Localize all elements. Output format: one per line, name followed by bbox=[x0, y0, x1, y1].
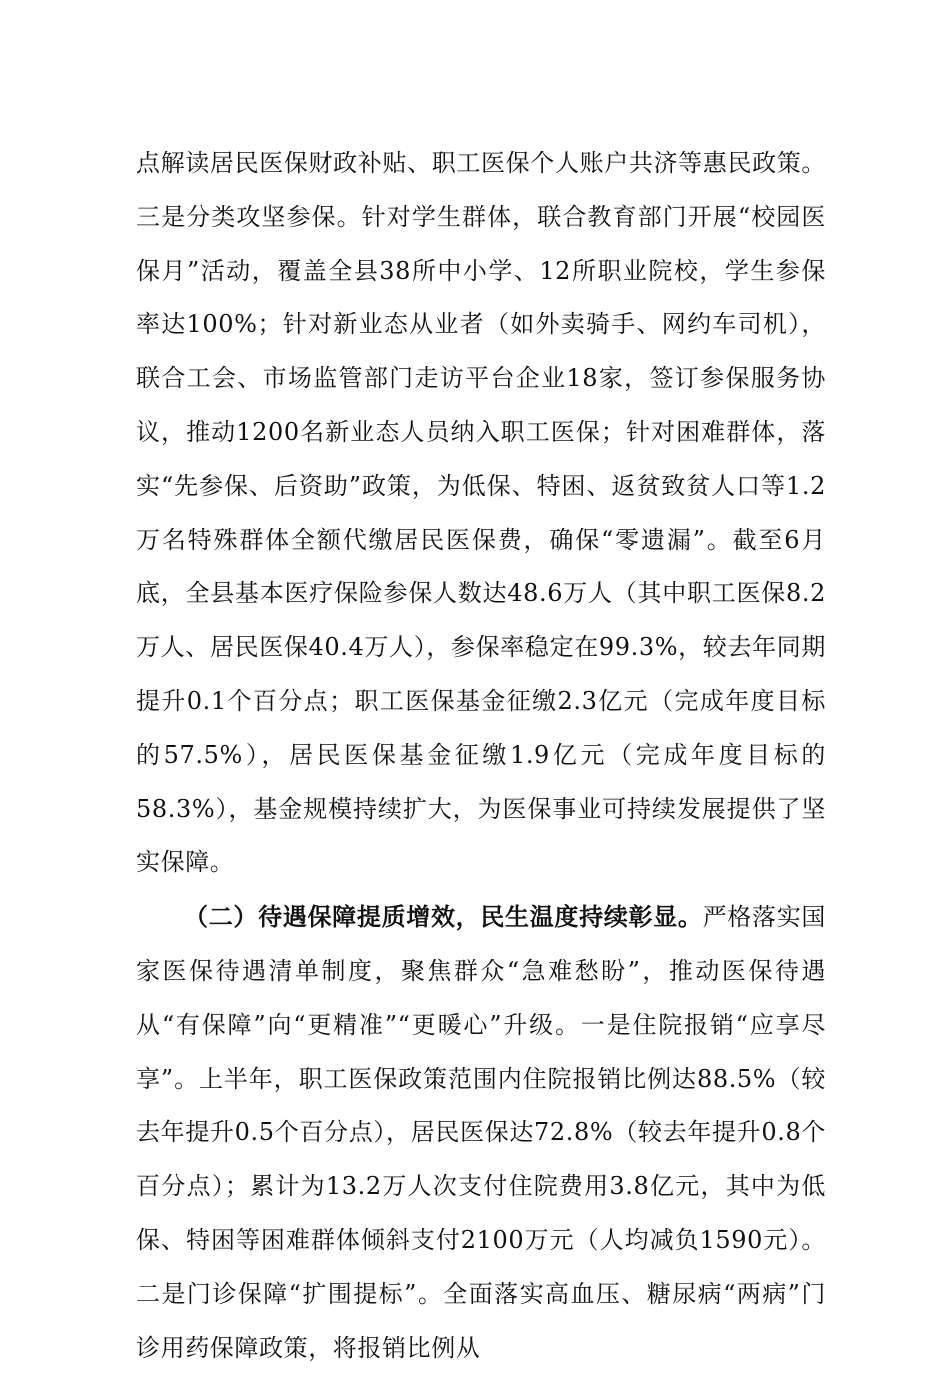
section-heading: （二）待遇保障提质增效，民生温度持续彰显。 bbox=[184, 902, 703, 932]
paragraph-text: 点解读居民医保财政补贴、职工医保个人账户共济等惠民政策。三是分类攻坚参保。针对学生群体，联合教育部门开展“校园医保月”活动，覆盖全县38所中小学、12所职业院校，学生参保率达100%；针对新业态从业者（如外卖骑手、网约车司机），联合工会、市场监管部门走访平台企业18家，签订参保服务协议，推动1200名新业态人员纳入职工医保；针对困难群体，落实“先参保、后资助”政策，为低保、特困、返贫致贫人口等1.2万名特殊群体全额代缴居民医保费，确保“零遗漏”。截至6月底，全县基本医疗保险参保人数达48.6万人（其中职工医保8.2万人、居民医保40.4万人），参保率稳定在99.3%，较去年同期提升0.1个百分点；职工医保基金征缴2.3亿元（完成年度目标的57.5%），居民医保基金征缴1.9亿元（完成年度目标的58.3%），基金规模持续扩大，为医保事业可持续发展提供了坚实保障。 bbox=[136, 149, 826, 877]
document-body bbox=[136, 137, 826, 1375]
paragraph-enrollment bbox=[136, 137, 826, 890]
paragraph-benefits bbox=[136, 890, 826, 1375]
paragraph-text: 严格落实国家医保待遇清单制度，聚焦群众“急难愁盼”，推动医保待遇从“有保障”向“更精准”“更暖心”升级。一是住院报销“应享尽享”。上半年，职工医保政策范围内住院报销比例达88.5%（较去年提升0.5个百分点），居民医保达72.8%（较去年提升0.8个百分点）；累计为13.2万人次支付住院费用3.8亿元，其中为低保、特困等困难群体倾斜支付2100万元（人均减负1590元）。二是门诊保障“扩围提标”。全面落实高血压、糖尿病“两病”门诊用药保障政策，将报销比例从 bbox=[136, 903, 826, 1362]
